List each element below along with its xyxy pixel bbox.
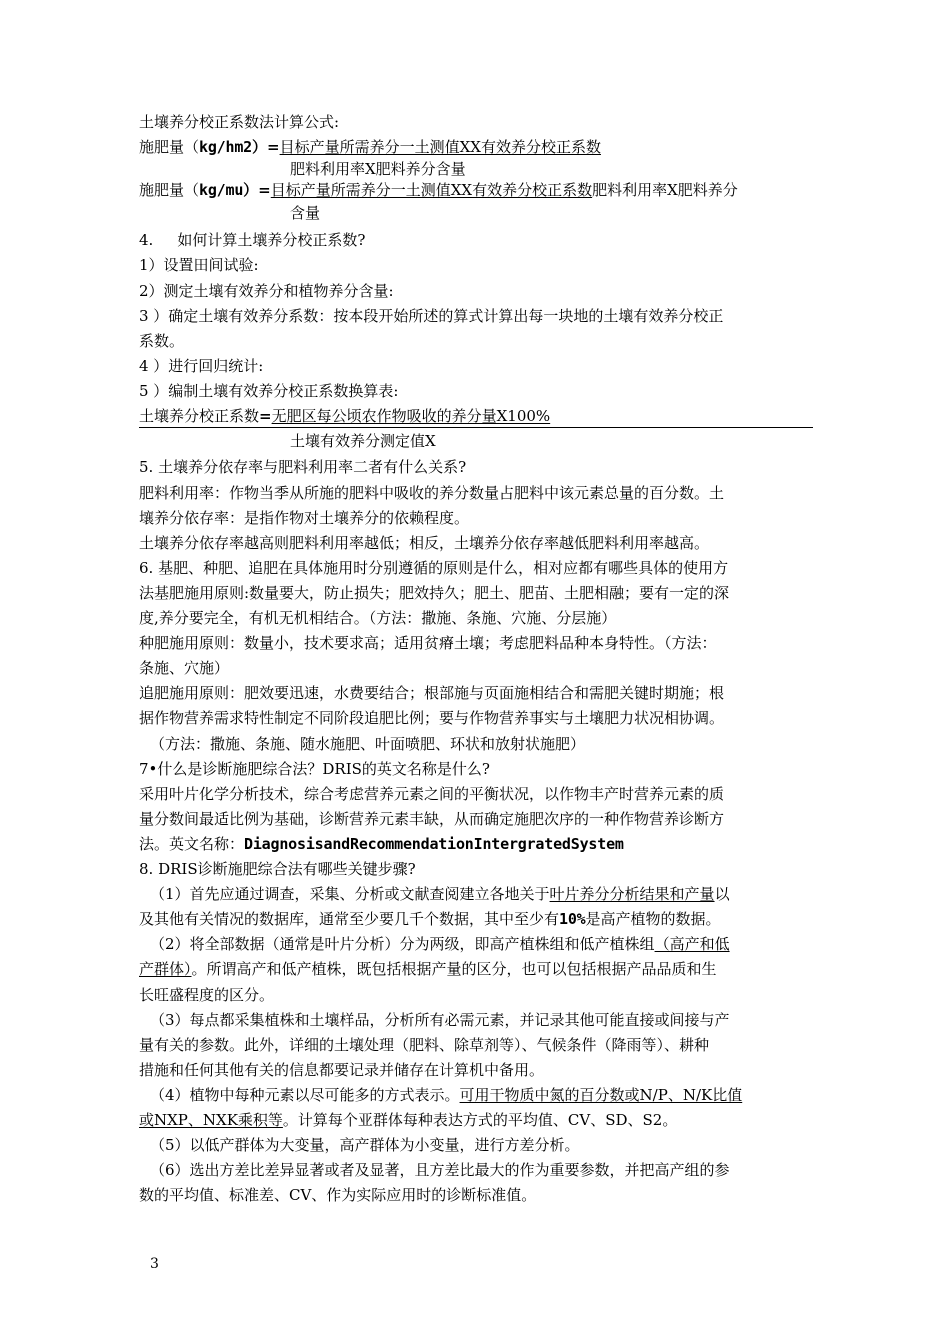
answer-7-line-2: 量分数间最适比例为基础，诊断营养元素丰缺，从而确定施肥次序的一种作物营养诊断方	[139, 810, 725, 828]
answer-6-line-4: 条施、穴施）	[139, 659, 230, 677]
step-3: 3 ）确定土壤有效养分系数：按本段开始所述的算式计算出每一块地的土壤有效养分校正	[139, 307, 724, 325]
formula-heading: 土壤养分校正系数法计算公式:	[139, 113, 340, 131]
page-number: 3	[150, 1256, 159, 1272]
answer-7-line-1: 采用叶片化学分析技术，综合考虑营养元素之间的平衡状况，以作物丰产时营养元素的质	[139, 785, 725, 803]
answer-6-line-1: 法基肥施用原则:数量要大，防止损失；肥效持久；肥土、肥苗、土肥相融；要有一定的深	[139, 584, 730, 602]
step-8-6-line-1: （6）选出方差比差异显著或者及显著，且方差比最大的作为重要参数，并把高产组的参	[150, 1161, 730, 1179]
answer-6-line-5: 追肥施用原则：肥效要迅速，水费要结合；根部施与页面施相结合和需肥关键时期施；根	[139, 684, 725, 702]
answer-6-line-7: （方法：撒施、条施、随水施肥、叶面喷肥、环状和放射状施肥）	[150, 735, 586, 753]
step-8-1-line-2: 及其他有关情况的数据库，通常至少要几千个数据，其中至少有10%是高产植物的数据。	[139, 910, 721, 928]
step-8-6-line-2: 数的平均值、标准差、CV、作为实际应用时的诊断标准值。	[139, 1186, 537, 1204]
question-4: 4. 如何计算土壤养分校正系数?	[139, 231, 366, 249]
question-6: 6. 基肥、种肥、追肥在具体施用时分别遵循的原则是什么，相对应都有哪些具体的使用方	[139, 559, 729, 577]
step-8-1-line-1: （1）首先应通过调查，采集、分析或文献查阅建立各地关于叶片养分分析结果和产量以	[150, 885, 730, 903]
step-8-3-line-1: （3）每点都采集植株和土壤样品，分析所有必需元素，并记录其他可能直接或间接与产	[150, 1011, 730, 1029]
step-8-3-line-3: 措施和任何其他有关的信息都要记录并储存在计算机中备用。	[139, 1061, 545, 1079]
answer-7-line-3: 法。英文名称：DiagnosisandRecommendationIntergratedSystem	[139, 835, 624, 853]
question-8: 8. DRIS诊断施肥综合法有哪些关键步骤?	[139, 860, 416, 878]
formula-2: 施肥量（kg/mu）=目标产量所需养分一土测值XX有效养分校正系数肥料利用率X肥料养分	[139, 181, 738, 199]
step-8-4-line-1: （4）植物中每种元素以尽可能多的方式表示。可用干物质中氮的百分数或N/P、N/K比值	[150, 1086, 743, 1104]
step-1: 1）设置田间试验:	[139, 256, 259, 274]
fraction-rule	[139, 427, 813, 428]
answer-6-line-2: 度,养分要完全，有机无机相结合。（方法：撒施、条施、穴施、分层施）	[139, 609, 617, 627]
coefficient-formula: 土壤养分校正系数=无肥区每公顷农作物吸收的养分量X100%	[139, 407, 551, 425]
step-2: 2）测定土壤有效养分和植物养分含量:	[139, 282, 394, 300]
formula-2-cont: 含量	[290, 204, 321, 222]
coefficient-denominator: 土壤有效养分测定值X	[290, 432, 436, 450]
step-8-2-line-3: 长旺盛程度的区分。	[139, 986, 275, 1004]
step-5: 5 ）编制土壤有效养分校正系数换算表:	[139, 382, 399, 400]
step-3-cont: 系数。	[139, 332, 185, 350]
question-5: 5. 土壤养分依存率与肥料利用率二者有什么关系?	[139, 458, 467, 476]
formula-1-denominator: 肥料利用率X肥料养分含量	[290, 160, 466, 178]
answer-5-line-3: 土壤养分依存率越高则肥料利用率越低；相反，土壤养分依存率越低肥料利用率越高。	[139, 534, 710, 552]
answer-5-line-2: 壤养分依存率：是指作物对土壤养分的依赖程度。	[139, 509, 470, 527]
step-8-5: （5）以低产群体为大变量，高产群体为小变量，进行方差分析。	[150, 1136, 580, 1154]
question-7: 7•什么是诊断施肥综合法？DRIS的英文名称是什么?	[139, 760, 490, 778]
answer-6-line-3: 种肥施用原则：数量小，技术要求高；适用贫瘠土壤；考虑肥料品种本身特性。（方法：	[139, 634, 717, 652]
step-8-4-line-2: 或NXP、NXK乘积等。计算每个亚群体每种表达方式的平均值、CV、SD、S2。	[139, 1111, 678, 1129]
step-4: 4 ）进行回归统计:	[139, 357, 264, 375]
formula-1-numerator: 施肥量（kg/hm2）=目标产量所需养分一土测值XX有效养分校正系数	[139, 138, 601, 156]
step-8-2-line-2: 产群体）。所谓高产和低产植株，既包括根据产量的区分，也可以包括根据产品品质和生	[139, 960, 717, 978]
answer-5-line-1: 肥料利用率：作物当季从所施的肥料中吸收的养分数量占肥料中该元素总量的百分数。土	[139, 484, 725, 502]
answer-6-line-6: 据作物营养需求特性制定不同阶段追肥比例；要与作物营养事实与土壤肥力状况相协调。	[139, 709, 725, 727]
step-8-2-line-1: （2）将全部数据（通常是叶片分析）分为两级，即高产植株组和低产植株组（高产和低	[150, 935, 730, 953]
step-8-3-line-2: 量有关的参数。此外，详细的土壤处理（肥料、除草剂等）、气候条件（降雨等）、耕种	[139, 1036, 710, 1054]
